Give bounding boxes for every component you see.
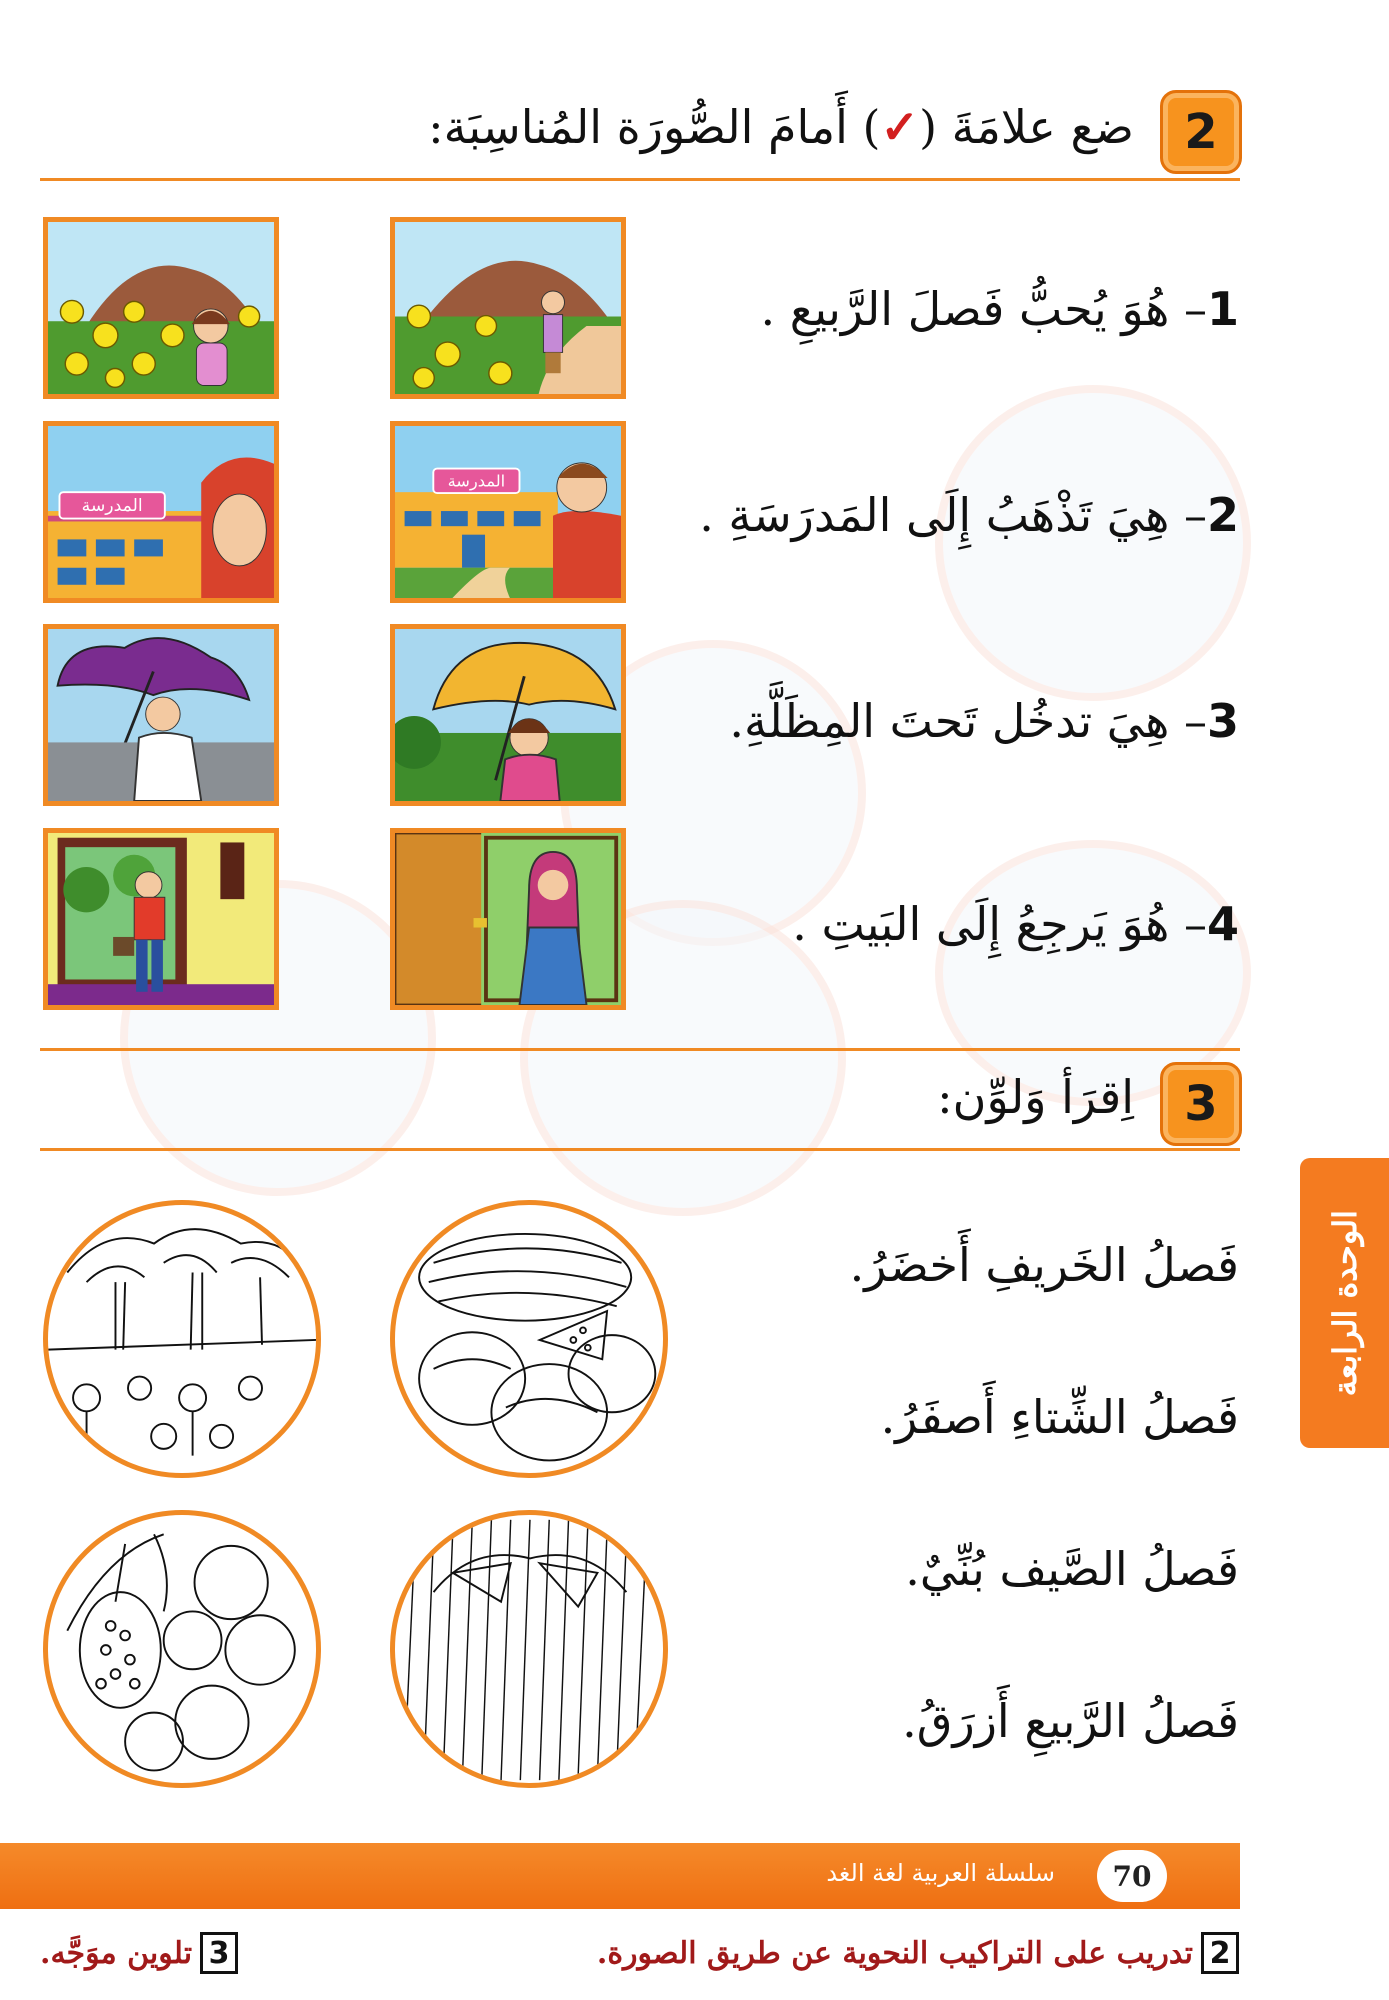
note-number: 2 (1201, 1932, 1239, 1974)
picture-man-home[interactable] (43, 828, 279, 1010)
exercise-number-badge (1160, 1062, 1242, 1146)
color-sentence-2: فَصلُ الشِّتاءِ أَصفَرُ. (880, 1390, 1239, 1444)
school-sign: المدرسة (447, 471, 506, 491)
coloring-circle-watermelons[interactable] (390, 1200, 668, 1478)
color-sentence-3: فَصلُ الصَّيف بُنِّيٌ. (905, 1542, 1239, 1596)
exercise-instruction (428, 100, 1134, 154)
unit-side-tab (1300, 1158, 1389, 1448)
watermark-circle (935, 385, 1251, 701)
color-sentence-1: فَصلُ الخَريفِ أَخضَرُ. (849, 1238, 1239, 1292)
picture-boy-flowers[interactable] (390, 217, 626, 399)
sentence-1 (761, 282, 1240, 336)
teacher-note-2 (40, 1928, 238, 1978)
instruction-text-end: ) أَمامَ الصُّورَة المُناسِبَة: (428, 100, 881, 154)
section-divider (40, 1048, 1240, 1051)
teacher-note-1 (597, 1928, 1239, 1978)
coloring-circle-rain[interactable] (390, 1510, 668, 1788)
note-number: 3 (200, 1932, 238, 1974)
sentence-number: 4 (1206, 897, 1239, 951)
unit-label: الوحدة الرابعة (1325, 1209, 1364, 1397)
exercise-instruction: اِقرَأ وَلوِّن: (937, 1070, 1134, 1124)
coloring-circle-fruits[interactable] (43, 1510, 321, 1788)
school-sign: المدرسة (81, 496, 143, 517)
series-title: سلسلة العربية لغة الغد (826, 1859, 1055, 1887)
picture-girl-school[interactable] (43, 421, 279, 603)
sentence-number: 2 (1206, 488, 1239, 542)
picture-girl-umbrella[interactable] (390, 624, 626, 806)
exercise-number-badge (1160, 90, 1242, 174)
exercise-number: 2 (1184, 104, 1218, 160)
sentence-4 (792, 897, 1239, 951)
sentence-text: – هُوَ يُحبُّ فَصلَ الرَّبيعِ . (760, 282, 1207, 336)
sentence-text: – هِيَ تدخُل تَحتَ المِظَلَّةِ. (729, 694, 1207, 748)
note-text: تدريب على التراكيب النحوية عن طريق الصورة. (596, 1935, 1193, 1971)
picture-woman-home[interactable] (390, 828, 626, 1010)
sentence-2 (699, 488, 1239, 542)
picture-girl-flowers[interactable] (43, 217, 279, 399)
coloring-circle-trees[interactable] (43, 1200, 321, 1478)
color-sentence-4: فَصلُ الرَّبيعِ أَزرَقُ. (902, 1694, 1239, 1748)
picture-boy-school[interactable] (390, 421, 626, 603)
sentence-number: 1 (1206, 282, 1239, 336)
sentence-text: – هِيَ تَذْهَبُ إِلَى المَدرَسَةِ . (699, 488, 1207, 542)
section-divider (40, 1148, 1240, 1151)
note-text: تلوين موَجَّه. (40, 1935, 193, 1971)
picture-man-umbrella[interactable] (43, 624, 279, 806)
check-mark-icon: ✓ (880, 100, 920, 154)
instruction-text-start: ضع علامَةَ ( (919, 100, 1134, 154)
page-number: 70 (1097, 1850, 1167, 1902)
exercise-number: 3 (1184, 1076, 1218, 1132)
section-divider (40, 178, 1240, 181)
sentence-text: – هُوَ يَرجِعُ إِلَى البَيتِ . (792, 897, 1207, 951)
sentence-3 (729, 694, 1239, 748)
sentence-number: 3 (1206, 694, 1239, 748)
